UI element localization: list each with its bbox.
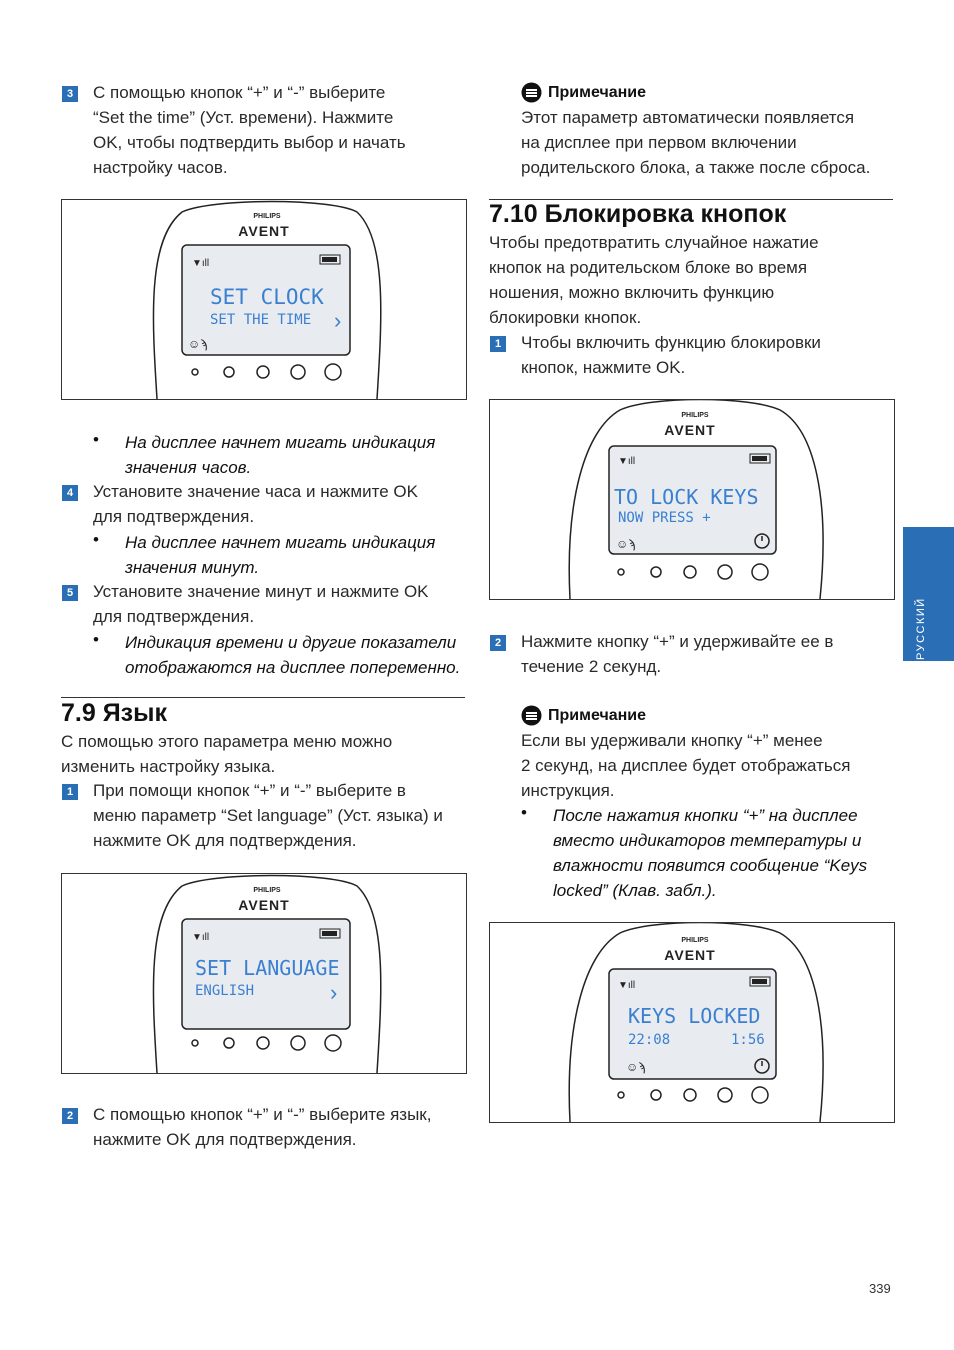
step-number: 2 [490,635,506,651]
device-illustration [62,874,466,1073]
note-title: Примечание [548,83,647,101]
text-line: Этот параметр автоматически появляется [521,108,855,127]
step-number: 1 [490,336,506,352]
figure-set-clock [61,199,467,400]
text-line: влажности появится сообщение “Keys [553,856,868,875]
device-button [224,367,234,377]
language-side-tab [903,527,954,661]
text-line: значения часов. [125,458,252,477]
text-line: locked” (Клав. забл.). [553,881,717,900]
brand-philips: PHILIPS [253,887,281,894]
text-line: На дисплее начнет мигать индикация [125,433,436,452]
page-number: 339 [869,1281,891,1296]
text-line: Установите значение часа и нажмите OK [93,482,418,501]
bullet-dot: • [93,530,99,549]
bullet-dot: • [93,630,99,649]
device-illustration [62,200,466,399]
text-line: для подтверждения. [93,507,255,526]
text-line: кнопок на родительском блоке во время [489,258,808,277]
bullet-2-text [125,530,470,580]
device-button [618,569,624,575]
text-line: нажмите OK для подтверждения. [93,1130,357,1149]
bullet-1-text [125,430,470,480]
lcd-line-2: NOW PRESS + [618,510,711,526]
lcd-line-1: SET CLOCK [210,285,324,309]
text-line: OK, чтобы подтвердить выбор и начать [93,133,406,152]
device-illustration [490,400,894,599]
step-number: 5 [62,585,78,601]
device-button [684,566,696,578]
device-button [718,565,732,579]
figure-keys-locked [489,922,895,1123]
text-line: отображаются на дисплее попеременно. [125,658,461,677]
signal-icon: ▼ıll [192,932,210,943]
device-button [291,365,305,379]
step-number: 3 [62,86,78,102]
device-button [257,1037,269,1049]
face-icon: ☺ϡ [616,537,636,551]
device-button [752,1087,768,1103]
brand-avent: AVENT [664,422,716,438]
note-1-body [521,105,901,180]
bullet-dot: • [521,803,527,822]
lcd-time: 22:08 [628,1032,671,1048]
face-icon: ☺ϡ [188,337,208,351]
text-line: На дисплее начнет мигать индикация [125,533,436,552]
text-line: кнопок, нажмите OK. [521,358,686,377]
device-button [651,1090,661,1100]
lock-step-1-text [521,330,893,380]
text-line: Чтобы предотвратить случайное нажатие [489,233,819,252]
note-icon [521,82,542,103]
chevron-right-icon: › [334,308,342,333]
text-line: При помощи кнопок “+” и “-” выберите в [93,781,406,800]
section-7-10-intro [489,230,893,330]
step-4-text [93,479,473,529]
device-button [192,1040,198,1046]
step-number: 1 [62,784,78,800]
device-button [325,1035,341,1051]
device-button [752,564,768,580]
section-title-7-10: 7.10 Блокировка кнопок [489,200,787,228]
chevron-right-icon: › [330,980,338,1005]
brand-philips: PHILIPS [681,937,709,944]
signal-icon: ▼ıll [192,258,210,269]
note-title: Примечание [548,706,647,724]
lang-step-2-text [93,1102,473,1152]
device-button [224,1038,234,1048]
note-2 [521,705,893,726]
text-line: После нажатия кнопки “+” на дисплее [553,806,858,825]
lang-step-1-text [93,778,473,853]
text-line: Индикация времени и другие показатели [125,633,457,652]
text-line: Чтобы включить функцию блокировки [521,333,821,352]
language-side-label: РУССКИЙ [915,597,927,660]
text-line: меню параметр “Set language” (Уст. языка) и [93,806,443,825]
brand-philips: PHILIPS [681,412,709,419]
device-button [325,364,341,380]
figure-set-language [61,873,467,1074]
device-button [192,369,198,375]
signal-icon: ▼ıll [618,456,636,467]
text-line: на дисплее при первом включении [521,133,797,152]
text-line: родительского блока, а также после сброса. [521,158,871,177]
lcd-line-1: KEYS LOCKED [628,1004,761,1028]
text-line: нажмите OK для подтверждения. [93,831,357,850]
text-line: изменить настройку языка. [61,757,276,776]
text-line: Нажмите кнопку “+” и удерживайте ее в [521,632,834,651]
text-line: “Set the time” (Уст. времени). Нажмите [93,108,394,127]
text-line: блокировки кнопок. [489,308,642,327]
text-line: ношения, можно включить функцию [489,283,775,302]
note-2-body [521,728,893,803]
lock-step-2-text [521,629,893,679]
text-line: С помощью кнопок “+” и “-” выберите [93,83,386,102]
step-number: 4 [62,485,78,501]
text-line: Установите значение минут и нажмите OK [93,582,429,601]
face-icon: ☺ϡ [626,1060,646,1074]
text-line: вместо индикаторов температуры и [553,831,862,850]
text-line: значения минут. [125,558,260,577]
lcd-line-1: TO LOCK KEYS [614,485,759,509]
section-7-9-intro [61,729,465,779]
text-line: для подтверждения. [93,607,255,626]
text-line: С помощью этого параметра меню можно [61,732,393,751]
step-number: 2 [62,1108,78,1124]
note-1 [521,82,901,103]
note-icon [521,705,542,726]
device-button [651,567,661,577]
step-3-text [93,80,473,180]
device-button [257,366,269,378]
device-illustration [490,923,894,1122]
section-title-7-9: 7.9 Язык [61,699,167,727]
text-line: настройку часов. [93,158,228,177]
bullet-dot: • [93,430,99,449]
step-5-text [93,579,473,629]
lcd-line-1: SET LANGUAGE [195,956,340,980]
figure-to-lock-keys [489,399,895,600]
brand-avent: AVENT [238,897,290,913]
brand-philips: PHILIPS [253,213,281,220]
text-line: С помощью кнопок “+” и “-” выберите язык, [93,1105,432,1124]
lcd-line-2: ENGLISH [195,983,255,999]
brand-avent: AVENT [238,223,290,239]
device-button [291,1036,305,1050]
bullet-3-text [125,630,470,680]
text-line: Если вы удерживали кнопку “+” менее [521,731,823,750]
note-2-bullet [553,803,893,903]
text-line: 2 секунд, на дисплее будет отображаться [521,756,851,775]
device-button [718,1088,732,1102]
device-button [618,1092,624,1098]
signal-icon: ▼ıll [618,980,636,991]
text-line: течение 2 секунд. [521,657,662,676]
text-line: инструкция. [521,781,615,800]
section-divider [61,697,465,698]
brand-avent: AVENT [664,947,716,963]
lcd-line-2: SET THE TIME [210,312,312,328]
device-button [684,1089,696,1101]
lcd-timer: 1:56 [731,1032,765,1048]
